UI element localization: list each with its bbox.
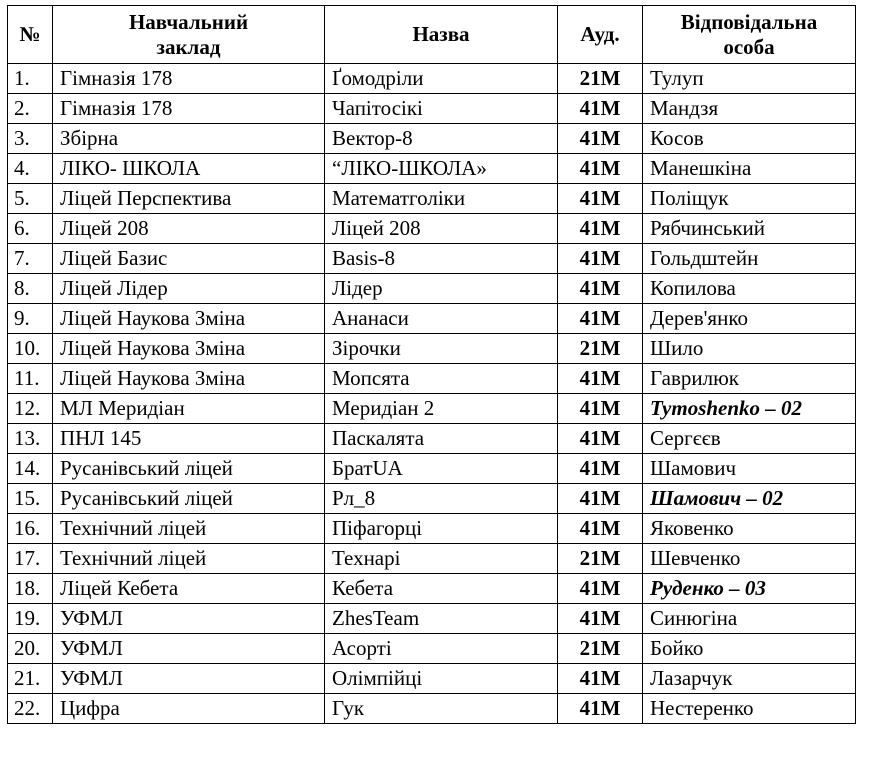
table-row	[8, 634, 856, 664]
school-cell: Технічний ліцей	[53, 514, 325, 544]
responsible-person-cell: Руденко – 03	[643, 574, 856, 604]
header-person-line2: особа	[723, 34, 775, 59]
room-cell: 41M	[558, 184, 643, 214]
team-name-cell: Лідер	[325, 274, 558, 304]
responsible-person-cell: Нестеренко	[643, 694, 856, 724]
team-name-cell: Чапітосікі	[325, 94, 558, 124]
row-number-cell: 20.	[8, 634, 53, 664]
table-header	[8, 6, 856, 64]
room-cell: 41M	[558, 154, 643, 184]
row-number-cell: 10.	[8, 334, 53, 364]
responsible-person-cell: Косов	[643, 124, 856, 154]
table-row	[8, 574, 856, 604]
table-row	[8, 184, 856, 214]
table-row	[8, 94, 856, 124]
school-cell: Ліцей Наукова Зміна	[53, 364, 325, 394]
header-room: Ауд.	[558, 6, 643, 64]
room-cell: 41M	[558, 664, 643, 694]
table-row	[8, 544, 856, 574]
team-name-cell: Рл_8	[325, 484, 558, 514]
table-row	[8, 454, 856, 484]
school-cell: Збірна	[53, 124, 325, 154]
responsible-person-cell: Поліщук	[643, 184, 856, 214]
header-row	[8, 6, 856, 64]
room-cell: 41M	[558, 454, 643, 484]
teams-table	[7, 5, 856, 724]
team-name-cell: Меридіан 2	[325, 394, 558, 424]
header-school	[53, 6, 325, 64]
header-number: №	[8, 6, 53, 64]
table-row	[8, 664, 856, 694]
table-row	[8, 274, 856, 304]
responsible-person-cell: Копилова	[643, 274, 856, 304]
team-name-cell: Мопсята	[325, 364, 558, 394]
responsible-person-cell: Дерев'янко	[643, 304, 856, 334]
table-row	[8, 64, 856, 94]
header-school-line2: заклад	[156, 34, 221, 59]
team-name-cell: Паскалята	[325, 424, 558, 454]
school-cell: Ліцей Наукова Зміна	[53, 334, 325, 364]
table-row	[8, 694, 856, 724]
school-cell: Ліцей Перспектива	[53, 184, 325, 214]
responsible-person-cell: Tymoshenko – 02	[643, 394, 856, 424]
row-number-cell: 8.	[8, 274, 53, 304]
school-cell: Ліцей Кебета	[53, 574, 325, 604]
header-team: Назва	[325, 6, 558, 64]
row-number-cell: 2.	[8, 94, 53, 124]
row-number-cell: 21.	[8, 664, 53, 694]
team-name-cell: Кебета	[325, 574, 558, 604]
room-cell: 41M	[558, 604, 643, 634]
room-cell: 41M	[558, 574, 643, 604]
school-cell: Ліцей Лідер	[53, 274, 325, 304]
team-name-cell: Олімпійці	[325, 664, 558, 694]
responsible-person-cell: Шевченко	[643, 544, 856, 574]
row-number-cell: 15.	[8, 484, 53, 514]
room-cell: 41M	[558, 364, 643, 394]
room-cell: 41M	[558, 94, 643, 124]
school-cell: Гімназія 178	[53, 64, 325, 94]
team-name-cell: Зірочки	[325, 334, 558, 364]
row-number-cell: 6.	[8, 214, 53, 244]
row-number-cell: 11.	[8, 364, 53, 394]
school-cell: Технічний ліцей	[53, 544, 325, 574]
table-row	[8, 364, 856, 394]
responsible-person-cell: Шамович	[643, 454, 856, 484]
team-name-cell: “ЛІКО-ШКОЛА»	[325, 154, 558, 184]
room-cell: 41M	[558, 274, 643, 304]
room-cell: 41M	[558, 394, 643, 424]
header-person-line1: Відповідальна	[680, 10, 818, 35]
row-number-cell: 22.	[8, 694, 53, 724]
responsible-person-cell: Гаврилюк	[643, 364, 856, 394]
school-cell: УФМЛ	[53, 664, 325, 694]
table-row	[8, 484, 856, 514]
responsible-person-cell: Шамович – 02	[643, 484, 856, 514]
row-number-cell: 1.	[8, 64, 53, 94]
row-number-cell: 16.	[8, 514, 53, 544]
room-cell: 21M	[558, 634, 643, 664]
team-name-cell: Математголіки	[325, 184, 558, 214]
row-number-cell: 18.	[8, 574, 53, 604]
team-name-cell: Гук	[325, 694, 558, 724]
table-row	[8, 334, 856, 364]
team-name-cell: Ґомодріли	[325, 64, 558, 94]
team-name-cell: Піфагорці	[325, 514, 558, 544]
school-cell: Русанівський ліцей	[53, 484, 325, 514]
room-cell: 21M	[558, 544, 643, 574]
team-name-cell: Ананаси	[325, 304, 558, 334]
room-cell: 21M	[558, 334, 643, 364]
row-number-cell: 12.	[8, 394, 53, 424]
team-name-cell: ZhesTeam	[325, 604, 558, 634]
school-cell: УФМЛ	[53, 634, 325, 664]
school-cell: Цифра	[53, 694, 325, 724]
row-number-cell: 17.	[8, 544, 53, 574]
room-cell: 41M	[558, 514, 643, 544]
header-school-line1: Навчальний	[128, 10, 249, 35]
row-number-cell: 4.	[8, 154, 53, 184]
responsible-person-cell: Сергєєв	[643, 424, 856, 454]
table-row	[8, 424, 856, 454]
table-row	[8, 214, 856, 244]
table-body	[8, 64, 856, 724]
team-name-cell: Ліцей 208	[325, 214, 558, 244]
room-cell: 41M	[558, 214, 643, 244]
school-cell: УФМЛ	[53, 604, 325, 634]
row-number-cell: 9.	[8, 304, 53, 334]
table-row	[8, 154, 856, 184]
school-cell: МЛ Меридіан	[53, 394, 325, 424]
responsible-person-cell: Тулуп	[643, 64, 856, 94]
responsible-person-cell: Синюгіна	[643, 604, 856, 634]
room-cell: 41M	[558, 244, 643, 274]
responsible-person-cell: Мандзя	[643, 94, 856, 124]
school-cell: Ліцей Базис	[53, 244, 325, 274]
responsible-person-cell: Манешкіна	[643, 154, 856, 184]
row-number-cell: 7.	[8, 244, 53, 274]
school-cell: Ліцей 208	[53, 214, 325, 244]
school-cell: Русанівський ліцей	[53, 454, 325, 484]
table-row	[8, 394, 856, 424]
school-cell: Ліцей Наукова Зміна	[53, 304, 325, 334]
room-cell: 41M	[558, 424, 643, 454]
school-cell: ПНЛ 145	[53, 424, 325, 454]
row-number-cell: 13.	[8, 424, 53, 454]
row-number-cell: 5.	[8, 184, 53, 214]
room-cell: 21M	[558, 64, 643, 94]
responsible-person-cell: Яковенко	[643, 514, 856, 544]
room-cell: 41M	[558, 124, 643, 154]
team-name-cell: Basis-8	[325, 244, 558, 274]
team-name-cell: Вектор-8	[325, 124, 558, 154]
row-number-cell: 14.	[8, 454, 53, 484]
team-name-cell: БратUA	[325, 454, 558, 484]
table-row	[8, 604, 856, 634]
responsible-person-cell: Шило	[643, 334, 856, 364]
responsible-person-cell: Бойко	[643, 634, 856, 664]
table-row	[8, 124, 856, 154]
table-row	[8, 304, 856, 334]
room-cell: 41M	[558, 484, 643, 514]
room-cell: 41M	[558, 694, 643, 724]
table-row	[8, 244, 856, 274]
team-name-cell: Технарі	[325, 544, 558, 574]
row-number-cell: 3.	[8, 124, 53, 154]
row-number-cell: 19.	[8, 604, 53, 634]
room-cell: 41M	[558, 304, 643, 334]
team-name-cell: Асорті	[325, 634, 558, 664]
responsible-person-cell: Лазарчук	[643, 664, 856, 694]
school-cell: ЛІКО- ШКОЛА	[53, 154, 325, 184]
school-cell: Гімназія 178	[53, 94, 325, 124]
header-person	[643, 6, 856, 64]
responsible-person-cell: Гольдштейн	[643, 244, 856, 274]
responsible-person-cell: Рябчинський	[643, 214, 856, 244]
table-row	[8, 514, 856, 544]
